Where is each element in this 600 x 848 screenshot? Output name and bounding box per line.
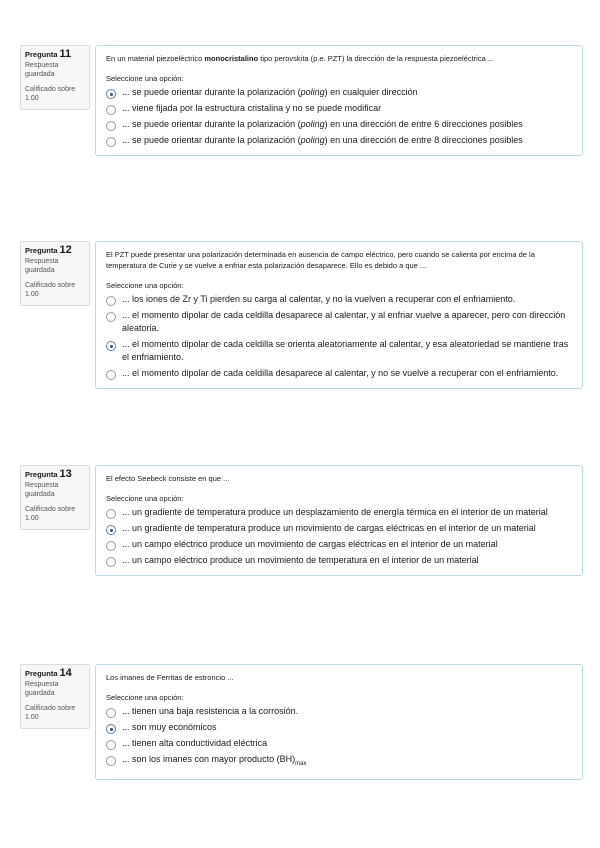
question-info	[20, 664, 90, 729]
answer-option[interactable]	[106, 118, 572, 131]
radio-button[interactable]	[106, 341, 116, 351]
question-label: Pregunta	[25, 669, 58, 678]
answer-option[interactable]	[106, 86, 572, 99]
question-info	[20, 465, 90, 530]
radio-button[interactable]	[106, 312, 116, 322]
option-label[interactable]: ... un gradiente de temperatura produce un movimiento de cargas eléctricas en el interior de un material	[122, 523, 536, 533]
question-info	[20, 241, 90, 306]
option-label[interactable]: ... un gradiente de temperatura produce un desplazamiento de energía térmica en el interior de un material	[122, 507, 548, 517]
option-label[interactable]: ... son muy económicos	[122, 722, 217, 732]
question-state: Respuesta guardada	[25, 681, 59, 697]
radio-button[interactable]	[106, 708, 116, 718]
answer-option[interactable]	[106, 134, 572, 147]
question-number: 11	[59, 48, 72, 60]
answer-option[interactable]	[106, 705, 572, 718]
select-prompt: Seleccione una opción:	[106, 281, 184, 290]
answer-option[interactable]	[106, 721, 572, 734]
question-content	[95, 241, 583, 389]
answer-option[interactable]	[106, 293, 572, 306]
radio-button[interactable]	[106, 557, 116, 567]
radio-button[interactable]	[106, 296, 116, 306]
answer-option[interactable]	[106, 309, 572, 335]
radio-button[interactable]	[106, 740, 116, 750]
answer-option[interactable]	[106, 554, 572, 567]
question-label: Pregunta	[25, 246, 58, 255]
answer-option[interactable]	[106, 737, 572, 750]
answer-option[interactable]	[106, 522, 572, 535]
answer-option[interactable]	[106, 753, 572, 771]
option-label[interactable]: ... un campo eléctrico produce un movimiento de cargas eléctricas en el interior de un material	[122, 539, 498, 549]
option-label[interactable]: ... el momento dipolar de cada celdilla desaparece al calentar, y al enfriar vuelve a aparecer, pero con dirección aleatoria.	[122, 310, 566, 333]
select-prompt: Seleccione una opción:	[106, 74, 184, 83]
radio-button[interactable]	[106, 89, 116, 99]
question-state: Respuesta guardada	[25, 258, 59, 274]
question-content	[95, 664, 583, 780]
option-label[interactable]: ... viene fijada por la estructura cristalina y no se puede modificar	[122, 103, 382, 113]
answer-option[interactable]	[106, 338, 572, 364]
answer-option[interactable]	[106, 367, 572, 380]
option-label[interactable]: ... tienen alta conductividad eléctrica	[122, 738, 268, 748]
question-text: En un material piezoeléctrico monocristalino tipo perovskita (p.e. PZT) la dirección de la respuesta piezoeléctrica ...	[106, 54, 495, 63]
radio-button[interactable]	[106, 105, 116, 115]
answer-option[interactable]	[106, 538, 572, 551]
question-content	[95, 465, 583, 576]
option-label[interactable]: ... un campo eléctrico produce un movimiento de temperatura en el interior de un material	[122, 555, 479, 565]
question-text: El PZT puede presentar una polarización determinada en ausencia de campo eléctrico, pero cuando se calienta por encima de la temperatura de Curie y se vuelve a enfriar esta polarización desaparece. Ello es debido a que ...	[106, 250, 535, 270]
radio-button[interactable]	[106, 509, 116, 519]
radio-button[interactable]	[106, 525, 116, 535]
question-state: Respuesta guardada	[25, 482, 59, 498]
question-number: 12	[59, 244, 72, 256]
question-grade: Calificado sobre 1.00	[25, 86, 76, 102]
question-content	[95, 45, 583, 156]
question-grade: Calificado sobre 1.00	[25, 506, 76, 522]
question-number: 13	[59, 468, 72, 480]
option-label[interactable]: ... se puede orientar durante la polarización (poling) en cualquier dirección	[122, 87, 418, 97]
answer-option[interactable]	[106, 506, 572, 519]
radio-button[interactable]	[106, 756, 116, 766]
option-label[interactable]: ... se puede orientar durante la polarización (poling) en una dirección de entre 8 direcciones posibles	[122, 135, 523, 145]
select-prompt: Seleccione una opción:	[106, 494, 184, 503]
option-label[interactable]: ... el momento dipolar de cada celdilla se orienta aleatoriamente al calentar, y esa aleatoriedad se mantiene tras el enfriamiento.	[122, 339, 569, 362]
question-state: Respuesta guardada	[25, 62, 59, 78]
question-label: Pregunta	[25, 50, 58, 59]
question-number: 14	[59, 667, 72, 679]
radio-button[interactable]	[106, 724, 116, 734]
option-label[interactable]: ... los iones de Zr y Ti pierden su carga al calentar, y no la vuelven a recuperar con el enfriamiento.	[122, 294, 516, 304]
question-grade: Calificado sobre 1.00	[25, 705, 76, 721]
question-text: El efecto Seebeck consiste en que ...	[106, 474, 230, 483]
select-prompt: Seleccione una opción:	[106, 693, 184, 702]
question-info	[20, 45, 90, 110]
question-label: Pregunta	[25, 470, 58, 479]
radio-button[interactable]	[106, 370, 116, 380]
radio-button[interactable]	[106, 121, 116, 131]
option-label[interactable]: ... el momento dipolar de cada celdilla desaparece al calentar, y no se vuelve a recuperar con el enfriamiento.	[122, 368, 559, 378]
question-grade: Calificado sobre 1.00	[25, 282, 76, 298]
radio-button[interactable]	[106, 137, 116, 147]
question-text: Los imanes de Ferritas de estroncio ...	[106, 673, 234, 682]
answer-option[interactable]	[106, 102, 572, 115]
option-label[interactable]: ... tienen una baja resistencia a la corrosión.	[122, 706, 299, 716]
option-label[interactable]: ... se puede orientar durante la polarización (poling) en una dirección de entre 6 direcciones posibles	[122, 119, 523, 129]
option-label[interactable]: ... son los imanes con mayor producto $(BH)_{max}$	[122, 754, 307, 767]
radio-button[interactable]	[106, 541, 116, 551]
